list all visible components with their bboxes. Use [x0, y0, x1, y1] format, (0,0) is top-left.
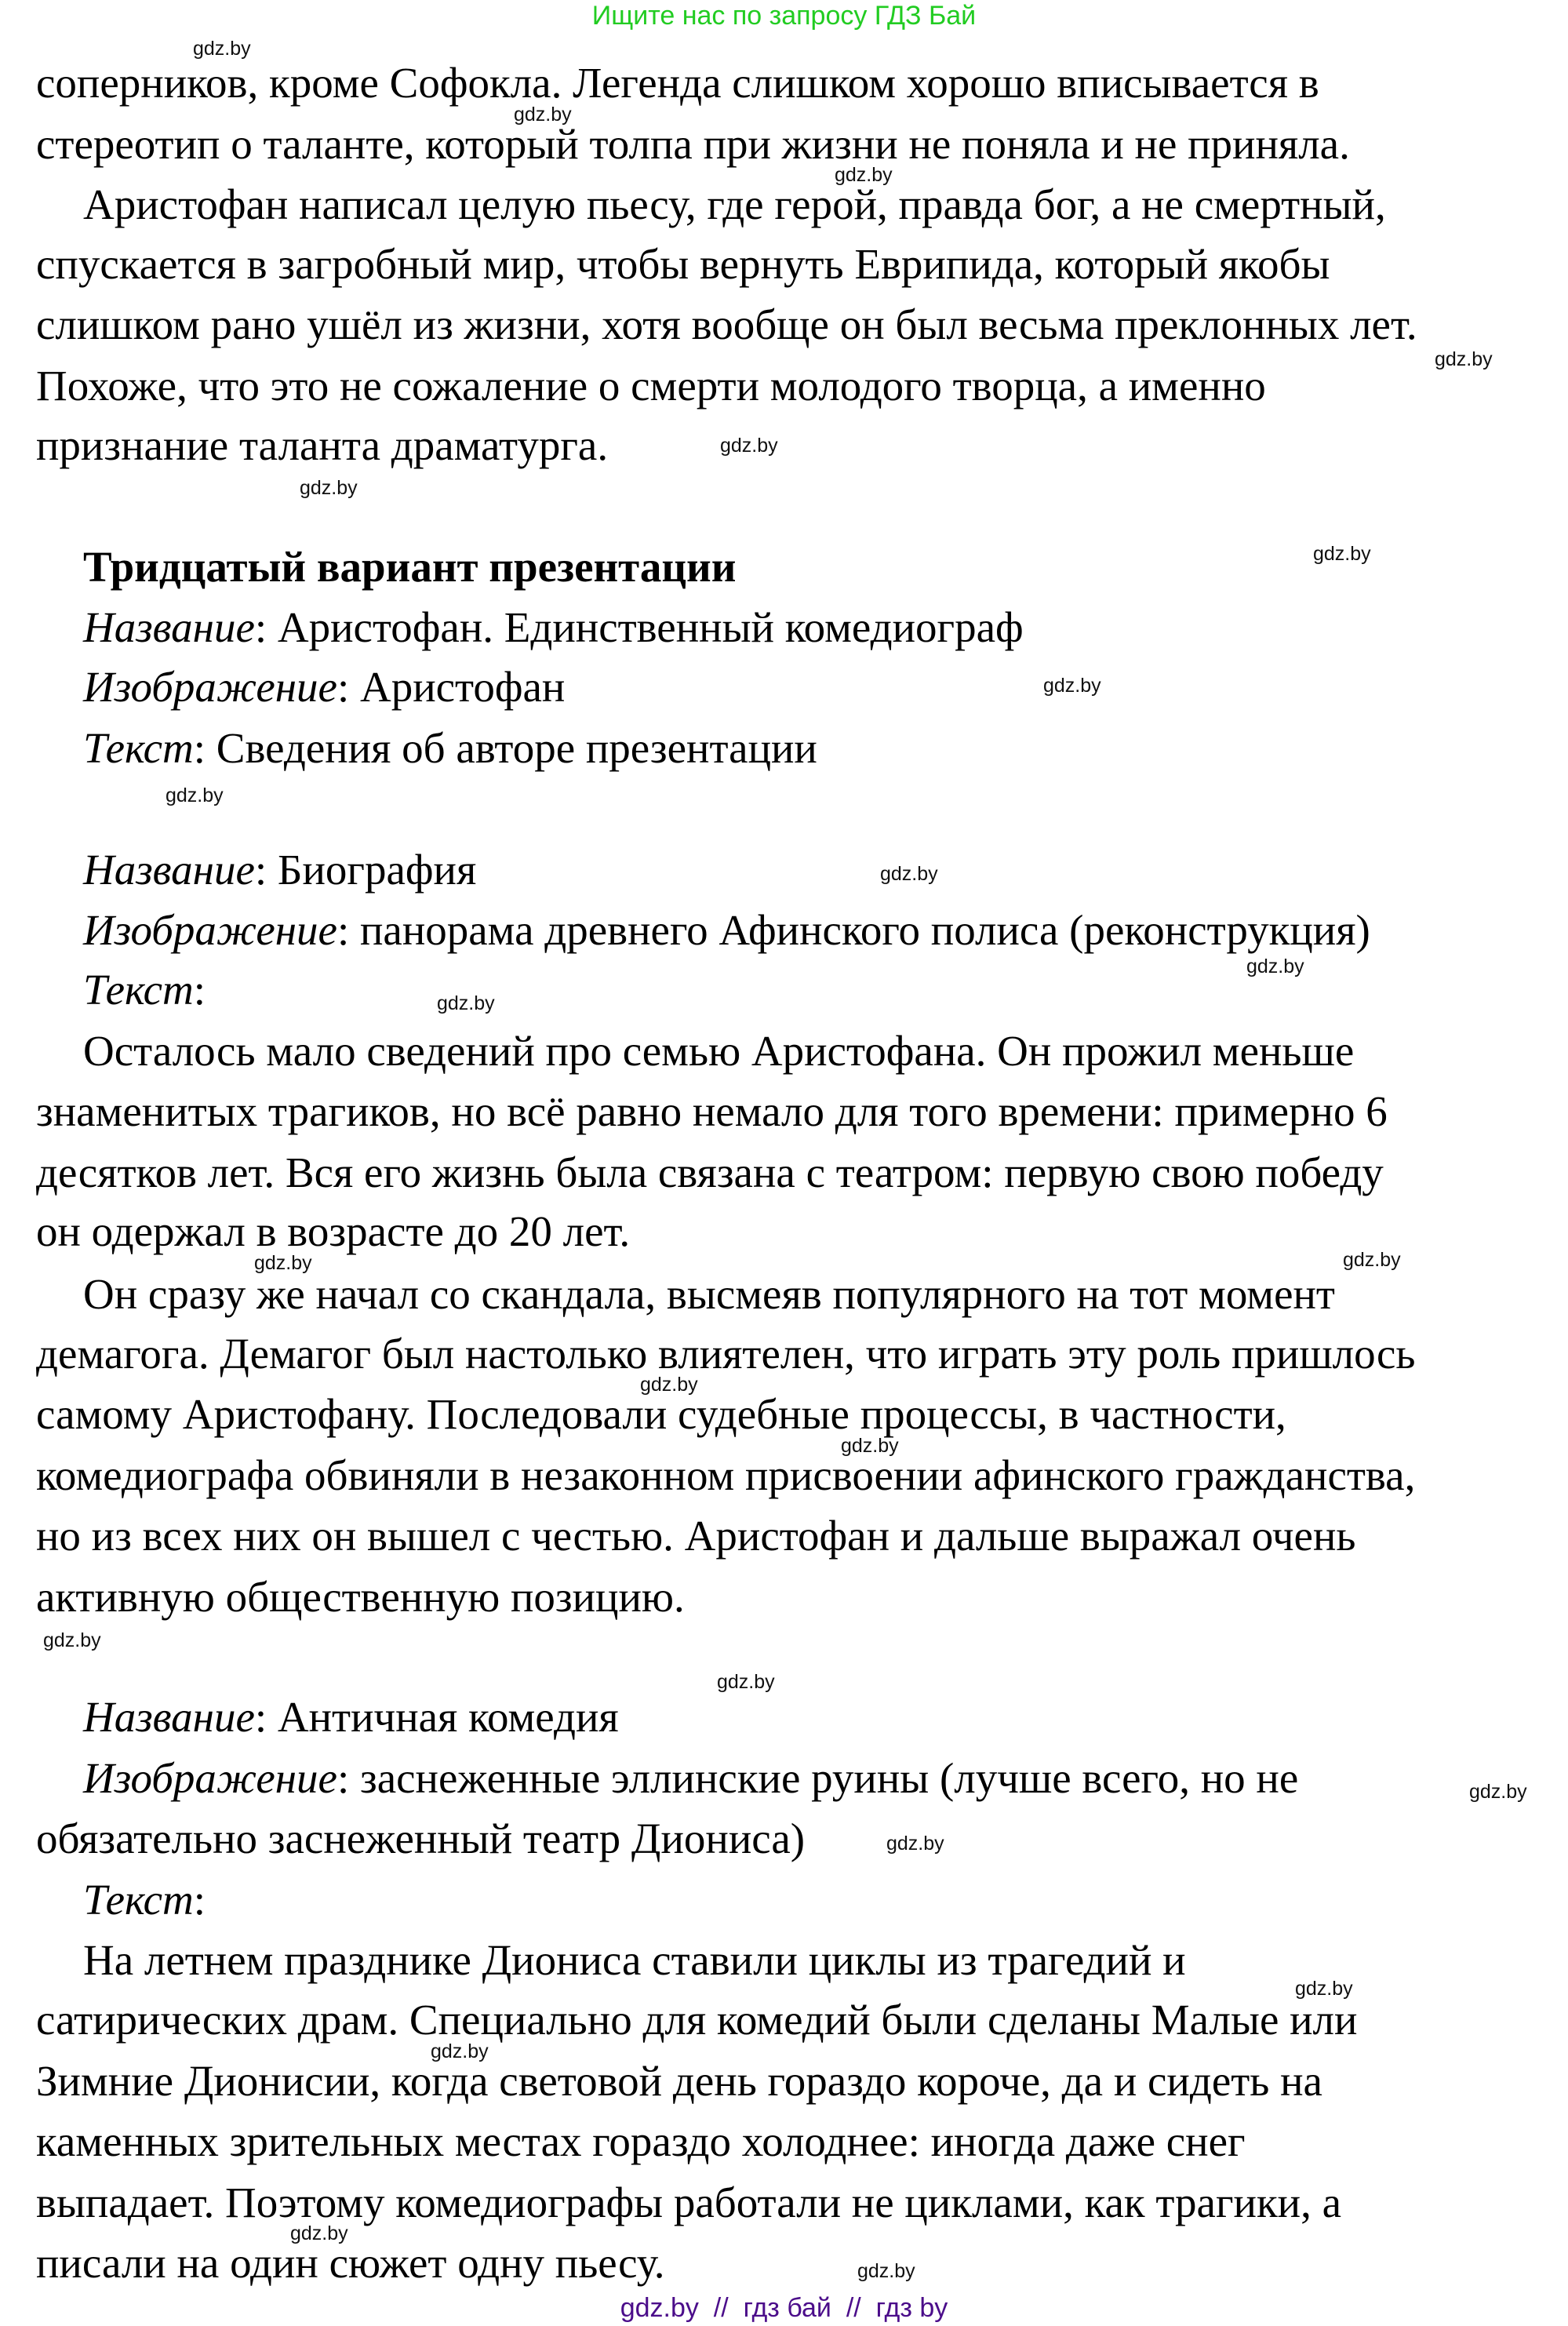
search-banner: Ищите нас по запросу ГДЗ Бай: [591, 1, 977, 31]
field-label: Текст: [83, 1876, 194, 1924]
text-line: [36, 2241, 665, 2285]
watermark: gdz.by: [290, 2222, 348, 2244]
watermark: gdz.by: [1246, 956, 1304, 977]
line-text: он одержал в возрасте до 20 лет.: [36, 1207, 631, 1255]
watermark: gdz.by: [193, 38, 251, 60]
line-text: спускается в загробный мир, чтобы вернуть Еврипида, который якобы: [36, 240, 1330, 288]
line-text: : Биография: [254, 846, 477, 894]
text-line: [36, 1817, 805, 1861]
watermark: gdz.by: [857, 2260, 915, 2282]
line-text: : заснеженные эллинские руины (лучше всего, но не: [337, 1754, 1299, 1802]
watermark: gdz.by: [300, 477, 358, 499]
line-text: соперников, кроме Софокла. Легенда слишком хорошо вписывается в: [36, 59, 1319, 107]
watermark: gdz.by: [717, 1671, 775, 1693]
line-text: Похоже, что это не сожаление о смерти молодого творца, а именно: [36, 362, 1266, 410]
text-line: [36, 1392, 1286, 1436]
line-text: Тридцатый вариант презентации: [83, 543, 737, 591]
line-text: признание таланта драматурга.: [36, 421, 609, 469]
line-text: десятков лет. Вся его жизнь была связана с театром: первую свою победу: [36, 1148, 1384, 1196]
line-text: стереотип о таланте, который толпа при жизни не поняла и не приняла.: [36, 120, 1350, 168]
line-text: выпадает. Поэтому комедиографы работали не циклами, как трагики, а: [36, 2179, 1342, 2226]
line-text: : Аристофан. Единственный комедиограф: [254, 603, 1024, 651]
text-line: [36, 1514, 1355, 1558]
line-text: самому Аристофану. Последовали судебные процессы, в частности,: [36, 1390, 1286, 1438]
line-text: комедиографа обвиняли в незаконном присвоении афинского гражданства,: [36, 1451, 1416, 1499]
text-line: [83, 726, 817, 770]
line-text: сатирических драм. Специально для комедий были сделаны Малые или: [36, 1996, 1358, 2044]
field-label: Текст: [83, 724, 194, 772]
line-text: Он сразу же начал со скандала, высмеяв популярного на тот момент: [83, 1270, 1335, 1318]
field-label: Изображение: [83, 663, 337, 711]
line-text: каменных зрительных местах гораздо холоднее: иногда даже снег: [36, 2117, 1246, 2165]
watermark: gdz.by: [43, 1629, 101, 1651]
text-line: [83, 908, 1370, 952]
watermark: gdz.by: [437, 992, 495, 1014]
text-line: [36, 1451, 1416, 1499]
text-line: [83, 1272, 1335, 1316]
watermark: gdz.by: [166, 784, 224, 806]
watermark: gdz.by: [1469, 1781, 1527, 1803]
watermark: gdz.by: [1043, 675, 1101, 697]
line-text: обязательно заснеженный театр Диониса): [36, 1815, 806, 1862]
text-line: [36, 2059, 1322, 2103]
text-line: [36, 1207, 631, 1255]
text-line: [36, 2181, 1341, 2225]
text-line: [83, 848, 476, 892]
line-text: Аристофан написал целую пьесу, где герой, правда бог, а не смертный,: [83, 180, 1386, 228]
text-line: [36, 1332, 1416, 1376]
text-line: [83, 1695, 619, 1739]
line-text: На летнем празднике Диониса ставили циклы из трагедий и: [83, 1936, 1186, 1984]
line-text: : Сведения об авторе презентации: [193, 724, 817, 772]
field-label: Название: [83, 1693, 255, 1741]
text-line: [36, 1087, 1388, 1135]
text-line: [36, 1998, 1357, 2042]
text-line: [83, 665, 565, 709]
field-label: Название: [83, 846, 255, 894]
text-line: [36, 364, 1266, 408]
text-line: [83, 1029, 1354, 1073]
text-line: [83, 603, 1024, 651]
field-label: Текст: [83, 966, 194, 1014]
text-line: [36, 2117, 1246, 2165]
line-text: но из всех них он вышел с честью. Аристофан и дальше выражал очень: [36, 1512, 1356, 1560]
line-text: демагога. Демагог был настолько влиятелен, что играть эту роль пришлось: [36, 1330, 1416, 1378]
field-label: Изображение: [83, 1754, 337, 1802]
watermark: gdz.by: [841, 1435, 899, 1457]
text-line: [36, 1148, 1384, 1196]
watermark: gdz.by: [1343, 1249, 1401, 1271]
line-text: Осталось мало сведений про семью Аристофана. Он прожил меньше: [83, 1027, 1355, 1075]
watermark: gdz.by: [835, 164, 893, 186]
line-text: :: [193, 1876, 206, 1924]
text-line: [36, 122, 1350, 166]
watermark: gdz.by: [886, 1833, 944, 1855]
watermark: gdz.by: [640, 1374, 698, 1396]
footer-links[interactable]: [0, 2292, 1568, 2324]
field-label: Изображение: [83, 906, 337, 954]
line-text: писали на один сюжет одну пьесу.: [36, 2239, 665, 2287]
line-text: активную общественную позицию.: [36, 1573, 685, 1621]
line-text: знаменитых трагиков, но всё равно немало для того времени: примерно 6: [36, 1087, 1388, 1135]
text-line: [36, 242, 1330, 286]
field-label: Название: [83, 603, 255, 651]
line-text: : Аристофан: [337, 663, 566, 711]
text-line: [83, 180, 1386, 228]
text-line: [36, 61, 1319, 105]
line-text: Зимние Дионисии, когда световой день гораздо короче, да и сидеть на: [36, 2057, 1322, 2105]
watermark: gdz.by: [1295, 1978, 1353, 2000]
section-heading: [83, 545, 736, 589]
watermark: gdz.by: [880, 863, 938, 885]
watermark: gdz.by: [1313, 543, 1371, 565]
line-text: :: [193, 966, 206, 1014]
line-text: : Античная комедия: [254, 1693, 619, 1741]
text-line: [83, 968, 206, 1012]
text-line: [83, 1878, 206, 1922]
text-line: [83, 1756, 1298, 1800]
watermark: gdz.by: [514, 104, 572, 126]
line-text: слишком рано ушёл из жизни, хотя вообще он был весьма преклонных лет.: [36, 300, 1417, 348]
watermark: gdz.by: [431, 2040, 489, 2062]
text-line: [36, 421, 609, 469]
text-line: [83, 1938, 1186, 1982]
footer-links-text[interactable]: gdz.by // гдз бай // гдз by: [620, 2293, 948, 2323]
watermark: gdz.by: [254, 1252, 312, 1274]
watermark: gdz.by: [720, 435, 778, 457]
text-line: [36, 1575, 685, 1619]
text-line: [36, 300, 1417, 348]
line-text: : панорама древнего Афинского полиса (реконструкция): [337, 906, 1370, 954]
watermark: gdz.by: [1435, 348, 1493, 370]
